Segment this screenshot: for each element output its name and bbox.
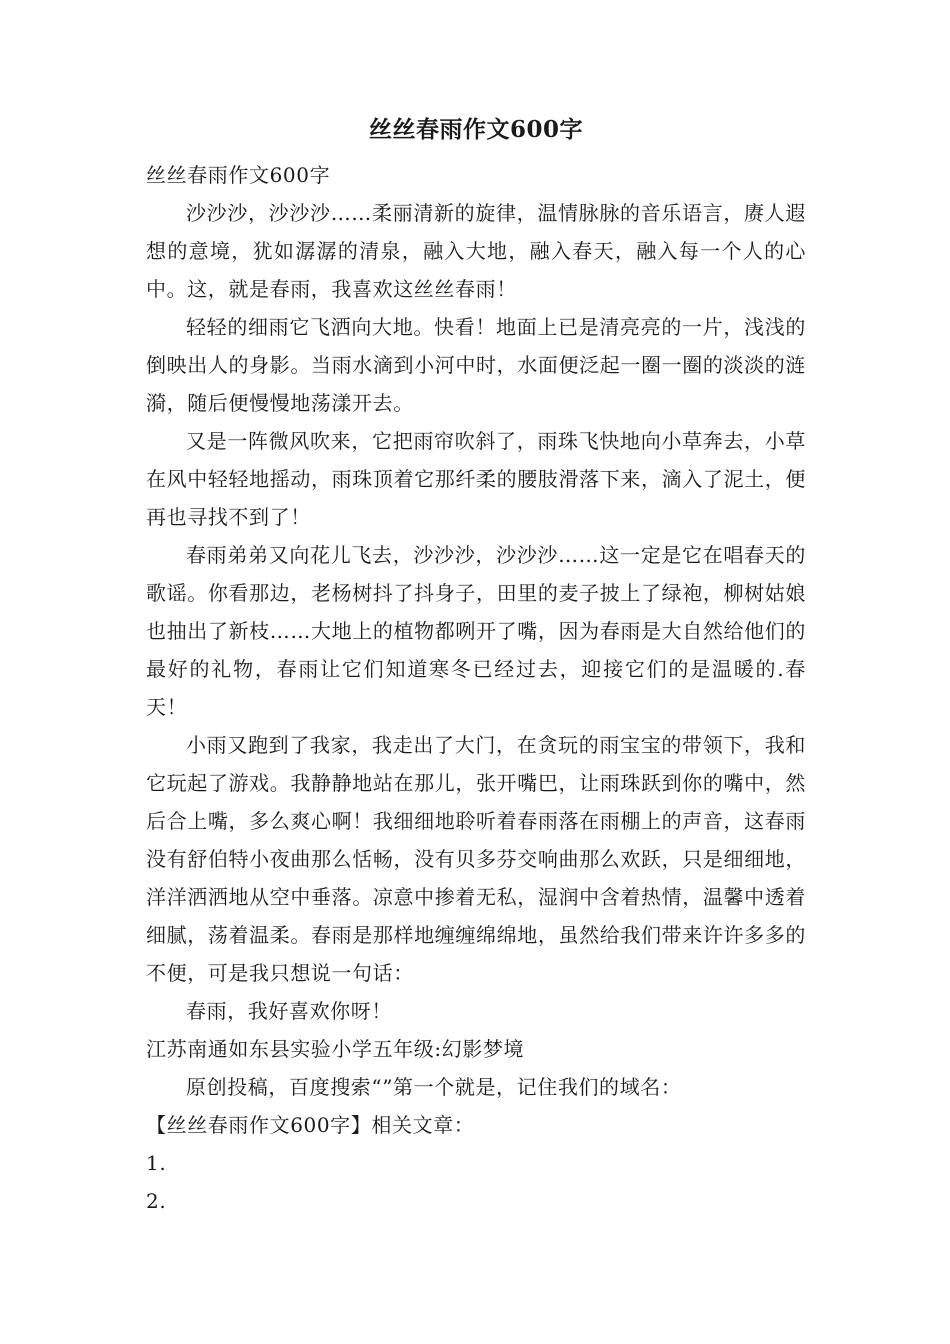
author-line: 江苏南通如东县实验小学五年级:幻影梦境 bbox=[146, 1037, 525, 1061]
paragraph: 春雨弟弟又向花儿飞去，沙沙沙，沙沙沙……这一定是它在唱春天的歌谣。你看那边，老杨树抖了抖身子，田里的麦子披上了绿袍，柳树姑娘也抽出了新枝……大地上的植物都咧开了嘴，因为春雨是大自然给他们的最好的礼物，春雨让它们知道寒冬已经过去，迎接它们的是温暖的.春天！ bbox=[146, 543, 806, 719]
related-item[interactable]: 2. bbox=[146, 1189, 167, 1213]
paragraph: 轻轻的细雨它飞洒向大地。快看！地面上已是清亮亮的一片，浅浅的倒映出人的身影。当雨水滴到小河中时，水面便泛起一圈一圈的淡淡的涟漪，随后便慢慢地荡漾开去。 bbox=[146, 315, 806, 415]
paragraph: 春雨，我好喜欢你呀！ bbox=[186, 999, 392, 1023]
source-note: 原创投稿，百度搜索“”第一个就是，记住我们的域名： bbox=[186, 1075, 682, 1099]
paragraph: 又是一阵微风吹来，它把雨帘吹斜了，雨珠飞快地向小草奔去，小草在风中轻轻地摇动，雨珠顶着它那纤柔的腰肢滑落下来，滴入了泥土，便再也寻找不到了！ bbox=[146, 429, 806, 529]
document-subtitle: 丝丝春雨作文600字 bbox=[146, 163, 331, 187]
paragraph: 小雨又跑到了我家，我走出了大门，在贪玩的雨宝宝的带领下，我和它玩起了游戏。我静静地站在那儿，张开嘴巴，让雨珠跃到你的嘴中，然后合上嘴，多么爽心啊！我细细地聆听着春雨落在雨棚上的声音，这春雨没有舒伯特小夜曲那么恬畅，没有贝多芬交响曲那么欢跃，只是细细地，洋洋洒洒地从空中垂落。凉意中掺着无私，湿润中含着热情，温馨中透着细腻，荡着温柔。春雨是那样地缠缠绵绵地，虽然给我们带来许许多多的不便，可是我只想说一句话： bbox=[146, 733, 806, 985]
related-heading: 【丝丝春雨作文600字】相关文章： bbox=[146, 1113, 475, 1137]
document-page bbox=[146, 112, 806, 1220]
document-title: 丝丝春雨作文600字 bbox=[368, 116, 583, 143]
related-item[interactable]: 1. bbox=[146, 1151, 167, 1175]
paragraph: 沙沙沙，沙沙沙……柔丽清新的旋律，温情脉脉的音乐语言，赓人遐想的意境，犹如潺潺的清泉，融入大地，融入春天，融入每一个人的心中。这，就是春雨，我喜欢这丝丝春雨！ bbox=[146, 201, 806, 301]
